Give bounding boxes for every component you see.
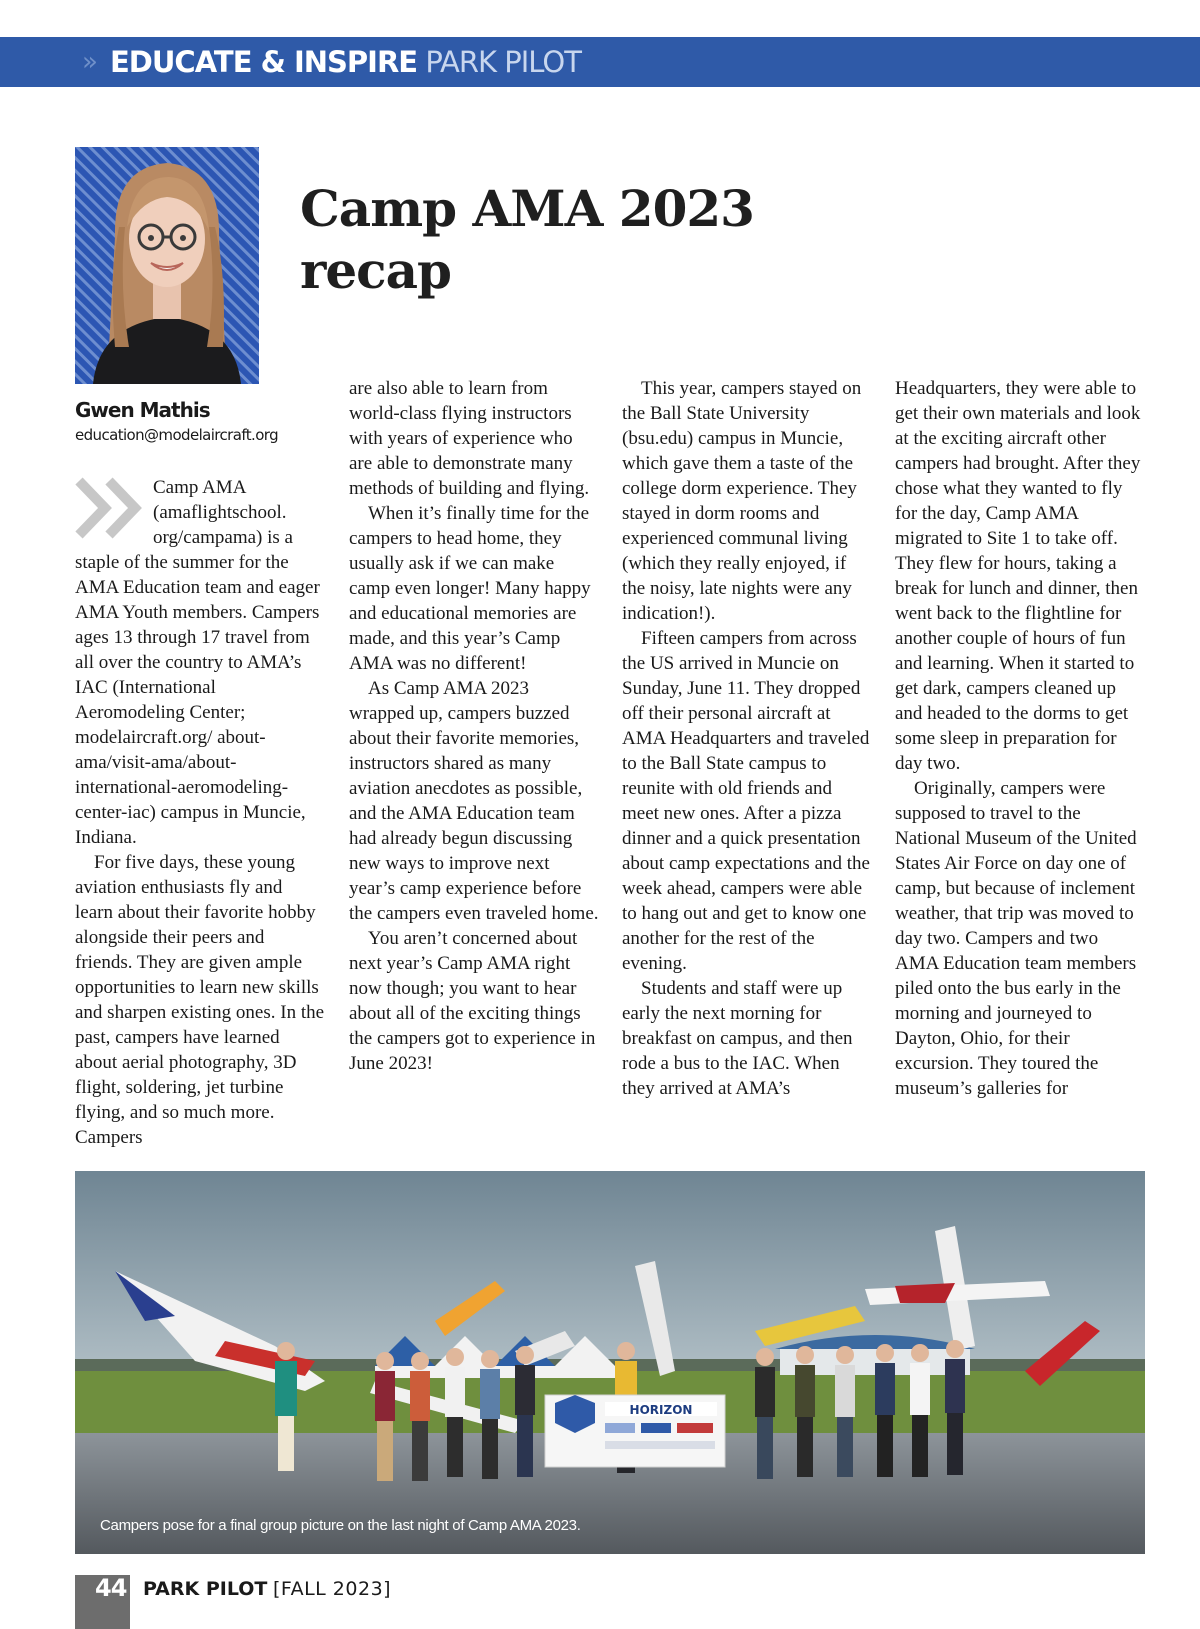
paragraph: are also able to learn from world-class flying instructors with years of experience who are able to demonstrate many methods of building and flying. [349, 378, 590, 499]
article-column-3 [622, 376, 872, 1101]
banner-text: HORIZON [629, 1403, 693, 1417]
author-photo [75, 147, 259, 384]
paragraph: Originally, campers were supposed to travel to the National Museum of the United States Air Force on day one of camp, but because of inclement weather, that trip was moved to day two. Campers and two AMA Education team members piled onto the bus early in the morning and journeyed to Dayton, Ohio, for their excursion. They toured the museum’s galleries for [895, 778, 1137, 1099]
chevron-right-icon: » [82, 47, 98, 77]
paragraph: Students and staff were up early the next morning for breakfast on campus, and then rode a bus to the IAC. When they arrived at AMA’s [622, 978, 853, 1099]
section-header-bar [0, 37, 1200, 87]
paragraph: For five days, these young aviation enthusiasts fly and learn about their favorite hobby alongside their peers and friends. They are given ample opportunities to learn new skills and sharpen existing ones. In the past, campers have learned about aerial photography, 3D flight, soldering, jet turbine flying, and so much more. Campers [75, 852, 325, 1148]
author-email: education@modelaircraft.org [75, 426, 279, 444]
author-name: Gwen Mathis [75, 398, 210, 422]
paragraph: You aren’t concerned about next year’s Camp AMA right now though; you want to hear about all of the exciting things the campers got to experience in June 2023! [349, 928, 596, 1074]
footer-issue: [FALL 2023] [273, 1578, 392, 1600]
page-number: 44 [95, 1574, 127, 1602]
paragraph: As Camp AMA 2023 wrapped up, campers buzzed about their favorite memories, instructors shared as many aviation anecdotes as possible, and the AMA Education team had already begun discussing new ways to improve next year’s camp experience before the campers even traveled home. [349, 678, 599, 924]
photo-caption: Campers pose for a final group picture on the last night of Camp AMA 2023. [100, 1517, 581, 1534]
article-title: Camp AMA 2023 recap [300, 179, 754, 300]
paragraph: Camp AMA (amaflightschool. org/campama) is a staple of the summer for the AMA Education team and eager AMA Youth members. Campers ages 13 through 17 travel from all over the country to AMA’s IAC (International Aeromodeling Center; modelaircraft.org/ about-ama/visit-ama/about- international-aeromodeling- center-iac) campus in Muncie, Indiana. [75, 477, 320, 848]
paragraph: Headquarters, they were able to get their own materials and look at the exciting aircraft other campers had brought. After they chose what they wanted to fly for the day, Camp AMA migrated to Site 1 to take off. They flew for hours, taking a break for lunch and dinner, then went back to the flightline for another couple of hours of fun and learning. When it started to get dark, campers cleaned up and headed to the dorms to get some sleep in preparation for day two. [895, 378, 1141, 774]
paragraph: When it’s finally time for the campers to head home, they usually ask if we can make camp even longer! Many happy and educational memories are made, and this year’s Camp AMA was no different! [349, 503, 591, 674]
group-photo [75, 1171, 1145, 1554]
chevron-dropcap-icon [73, 477, 149, 539]
article-column-1 [75, 475, 325, 1150]
paragraph: Fifteen campers from across the US arrived in Muncie on Sunday, June 11. They dropped off their personal aircraft at AMA Headquarters and traveled to the Ball State campus to reunite with old friends and meet new ones. After a pizza dinner and a quick presentation about camp expectations and the week ahead, campers were able to hang out and get to know one another for the rest of the evening. [622, 628, 870, 974]
section-title [110, 45, 581, 79]
article-column-2 [349, 376, 599, 1076]
magazine-name: PARK PILOT [425, 45, 581, 79]
paragraph: This year, campers stayed on the Ball State University (bsu.edu) campus in Muncie, which gave them a taste of the college dorm experience. They stayed in dorm rooms and experienced communal living (which they really enjoyed, if the noisy, late nights were any indication!). [622, 378, 862, 624]
section-name: EDUCATE & INSPIRE [110, 45, 418, 79]
article-column-4 [895, 376, 1145, 1101]
footer-magazine-name: PARK PILOT [143, 1578, 268, 1600]
